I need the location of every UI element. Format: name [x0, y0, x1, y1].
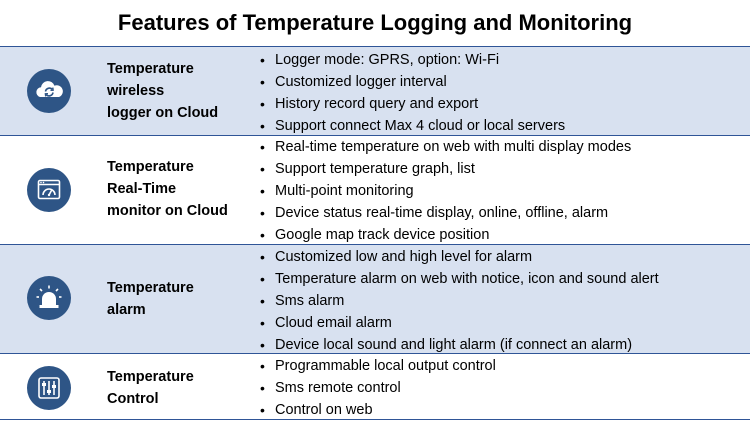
feature-row-control	[0, 353, 750, 420]
features-table	[0, 46, 750, 420]
dashboard-gauge-icon	[27, 168, 71, 212]
feature-name	[107, 277, 247, 321]
feature-name-line: Temperature	[107, 159, 194, 175]
feature-name-line: Control	[107, 391, 159, 407]
feature-name	[107, 366, 247, 410]
feature-name-line: monitor on Cloud	[107, 203, 228, 219]
feature-name-line: logger on Cloud	[107, 105, 219, 121]
bullet-item: • Device local sound and light alarm (if connect an alarm)	[258, 334, 748, 356]
bullet-item: • History record query and export	[258, 93, 748, 115]
bullet-item: • Support temperature graph, list	[258, 158, 748, 180]
bullet-item: • Sms remote control	[258, 377, 748, 399]
feature-row-cloud-logger	[0, 46, 750, 135]
feature-name-line: Real-Time	[107, 181, 177, 197]
feature-row-alarm	[0, 244, 750, 353]
bullet-item: • Cloud email alarm	[258, 312, 748, 334]
bullet-item: • Temperature alarm on web with notice, icon and sound alert	[258, 268, 748, 290]
feature-bullets	[258, 136, 748, 246]
bullet-item: • Google map track device position	[258, 224, 748, 246]
bullet-item: • Customized logger interval	[258, 71, 748, 93]
feature-bullets	[258, 355, 748, 421]
feature-name-line: Temperature	[107, 61, 194, 77]
bullet-item: • Control on web	[258, 399, 748, 421]
bullet-item: • Real-time temperature on web with multi display modes	[258, 136, 748, 158]
feature-name-line: alarm	[107, 302, 146, 318]
feature-name-line: Temperature	[107, 280, 194, 296]
bullet-item: • Device status real-time display, online, offline, alarm	[258, 202, 748, 224]
feature-bullets	[258, 246, 748, 356]
page-title: Features of Temperature Logging and Monitoring	[117, 10, 633, 35]
cloud-sync-icon	[27, 69, 71, 113]
bullet-item: • Multi-point monitoring	[258, 180, 748, 202]
feature-name	[107, 58, 247, 124]
control-sliders-icon	[27, 366, 71, 410]
bullet-item: • Support connect Max 4 cloud or local servers	[258, 115, 748, 137]
alarm-siren-icon	[27, 276, 71, 320]
feature-bullets	[258, 49, 748, 137]
bullet-item: • Customized low and high level for alarm	[258, 246, 748, 268]
feature-name-line: wireless	[107, 83, 165, 99]
feature-row-realtime-monitor	[0, 135, 750, 244]
bullet-item: • Logger mode: GPRS, option: Wi-Fi	[258, 49, 748, 71]
bullet-item: • Programmable local output control	[258, 355, 748, 377]
bullet-item: • Sms alarm	[258, 290, 748, 312]
feature-name-line: Temperature	[107, 369, 194, 385]
feature-name	[107, 156, 247, 222]
